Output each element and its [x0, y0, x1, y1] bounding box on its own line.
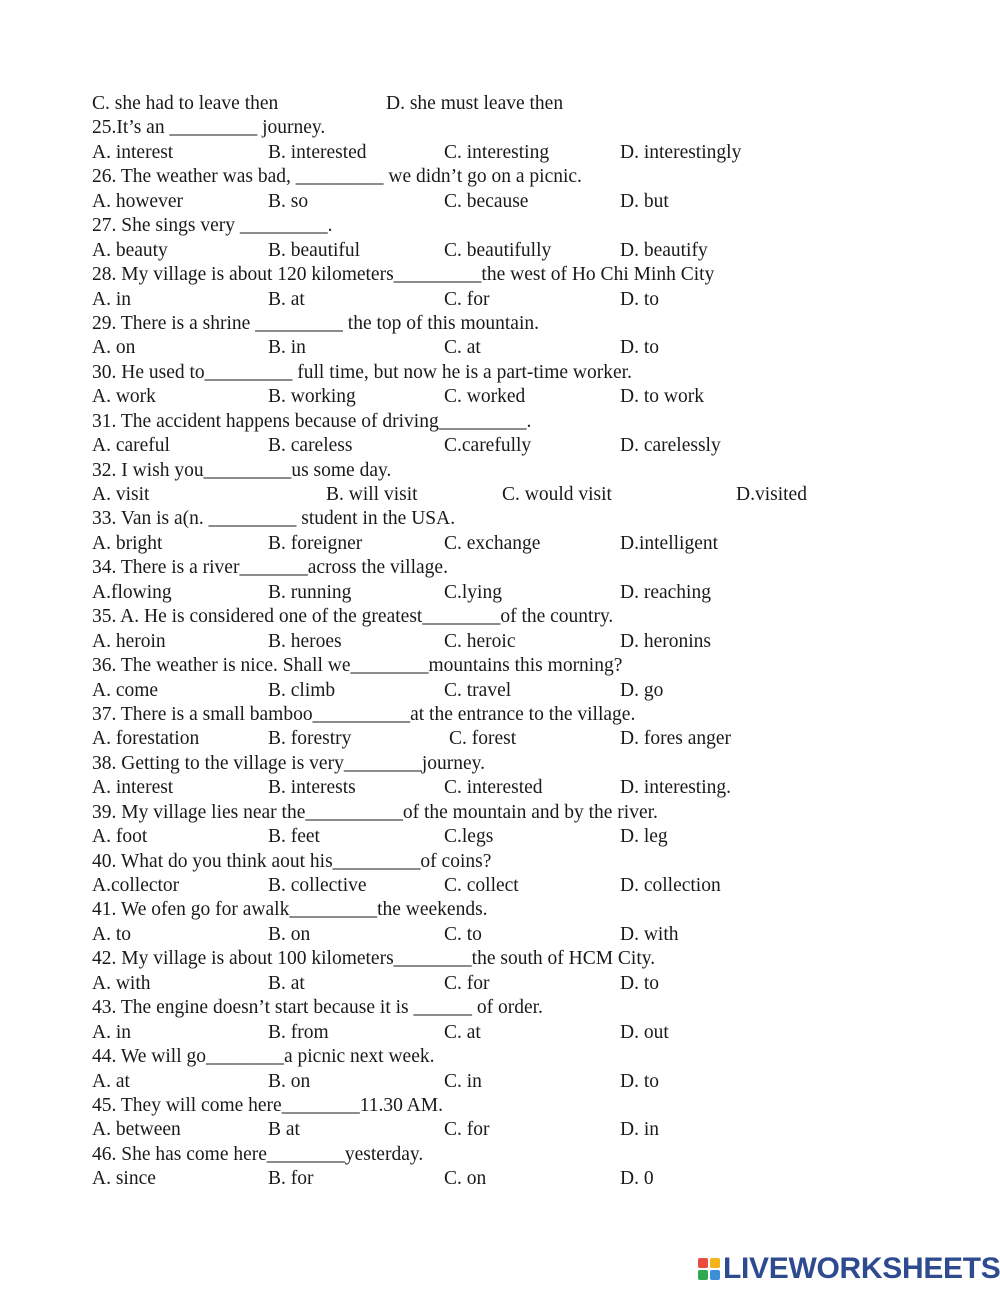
- answer-option-a: A. to: [92, 923, 131, 945]
- answer-option-c: C. interesting: [444, 141, 550, 163]
- question-row: [92, 361, 952, 385]
- options-row: [92, 825, 952, 849]
- answer-option-d: D. to: [620, 337, 659, 359]
- answer-option-a: A. however: [92, 190, 183, 212]
- options-row: [92, 679, 952, 703]
- answer-option-a: A. interest: [92, 141, 174, 163]
- answer-option-d: D. reaching: [620, 581, 711, 603]
- brand-name: LIVEWORKSHEETS: [723, 1252, 1000, 1285]
- question-text: 26. The weather was bad, _________ we didn’t go on a picnic.: [92, 166, 582, 188]
- answer-option-d: D. leg: [620, 826, 668, 848]
- answer-option-c: C. at: [444, 337, 481, 359]
- worksheet-content: [92, 92, 952, 1192]
- question-text: 46. She has come here________yesterday.: [92, 1143, 424, 1165]
- question-text: 43. The engine doesn’t start because it is ______ of order.: [92, 997, 543, 1019]
- question-text: 30. He used to_________ full time, but now he is a part-time worker.: [92, 361, 632, 383]
- answer-option-a: C. she had to leave then: [92, 93, 279, 114]
- answer-option-d: D. heronins: [620, 630, 711, 652]
- answer-option-d: D. go: [620, 679, 664, 701]
- options-row: [92, 1070, 952, 1094]
- answer-option-d: D. to: [620, 288, 659, 310]
- answer-option-d: D. collection: [620, 875, 721, 896]
- answer-option-d: D. in: [620, 1119, 659, 1141]
- answer-option-c: C. interested: [444, 777, 543, 799]
- question-row: [92, 459, 952, 483]
- answer-option-c: C.legs: [444, 826, 494, 848]
- question-row: [92, 116, 952, 140]
- answer-option-d: D. to: [620, 1070, 659, 1092]
- answer-option-c: C. exchange: [444, 532, 541, 554]
- answer-option-a: A. visit: [92, 484, 150, 505]
- answer-option-b: B. beautiful: [268, 239, 361, 261]
- answer-option-a: A. at: [92, 1070, 130, 1092]
- answer-option-c: C. worked: [444, 386, 526, 408]
- answer-option-d: D. but: [620, 190, 669, 212]
- answer-option-b: B. forestry: [268, 728, 352, 750]
- question-text: 34. There is a river_______across the village.: [92, 557, 448, 579]
- answer-option-c: C. collect: [444, 875, 519, 896]
- answer-option-a: A. between: [92, 1119, 181, 1141]
- answer-option-a: A. forestation: [92, 728, 200, 750]
- answer-option-a: A.flowing: [92, 581, 172, 603]
- options-row: [92, 581, 952, 605]
- options-row: [92, 630, 952, 654]
- question-row: [92, 947, 952, 971]
- options-row: [92, 385, 952, 409]
- answer-option-b: B at: [268, 1119, 300, 1141]
- answer-option-c: C. for: [444, 972, 490, 994]
- options-row: [92, 1021, 952, 1045]
- liveworksheets-brand[interactable]: [698, 1252, 1000, 1286]
- answer-option-c: C. at: [444, 1021, 481, 1043]
- question-text: 31. The accident happens because of driving_________.: [92, 410, 532, 432]
- logo-square-1: [698, 1258, 708, 1268]
- answer-option-a: A. in: [92, 1021, 131, 1043]
- answer-option-b: B. interests: [268, 777, 356, 799]
- question-text: 38. Getting to the village is very________journey.: [92, 752, 485, 774]
- question-text: 36. The weather is nice. Shall we________mountains this morning?: [92, 655, 623, 677]
- answer-option-b: D. she must leave then: [386, 93, 564, 114]
- question-text: 35. A. He is considered one of the greatest________of the country.: [92, 606, 614, 628]
- options-row: [92, 776, 952, 800]
- question-text: 40. What do you think aout his_________of coins?: [92, 850, 492, 872]
- answer-option-c: C. beautifully: [444, 239, 552, 261]
- answer-option-b: B. in: [268, 337, 306, 359]
- answer-option-c: C. travel: [444, 679, 512, 701]
- question-row: [92, 165, 952, 189]
- logo-square-2: [710, 1258, 720, 1268]
- answer-option-a: A. heroin: [92, 630, 166, 652]
- answer-option-b: B. heroes: [268, 630, 342, 652]
- options-row: [92, 141, 952, 165]
- answer-option-a: A. careful: [92, 435, 170, 457]
- question-row: [92, 312, 952, 336]
- answer-option-c: C. would visit: [502, 484, 612, 505]
- logo-square-4: [710, 1270, 720, 1280]
- answer-option-a: A. interest: [92, 777, 174, 799]
- answer-option-d: D. to: [620, 972, 659, 994]
- question-text: 32. I wish you_________us some day.: [92, 459, 392, 481]
- answer-option-b: B. working: [268, 386, 356, 408]
- options-row: [92, 727, 952, 751]
- options-row: [92, 483, 952, 507]
- answer-option-a: A. since: [92, 1168, 156, 1190]
- answer-option-a: A. on: [92, 337, 136, 359]
- answer-option-d: D. interestingly: [620, 141, 742, 163]
- answer-option-c: C. for: [444, 288, 490, 310]
- answer-option-d: D. with: [620, 923, 679, 945]
- answer-option-b: B. so: [268, 190, 309, 212]
- logo-square-3: [698, 1270, 708, 1280]
- options-row: [92, 923, 952, 947]
- answer-option-b: B. will visit: [326, 484, 418, 505]
- answer-option-d: D.intelligent: [620, 532, 719, 554]
- question-text: 42. My village is about 100 kilometers________the south of HCM City.: [92, 948, 656, 970]
- question-text: 37. There is a small bamboo__________at the entrance to the village.: [92, 703, 636, 725]
- answer-option-b: B. running: [268, 581, 352, 603]
- answer-option-b: B. foreigner: [268, 532, 363, 554]
- question-text: 44. We will go________a picnic next week.: [92, 1046, 435, 1068]
- question-text: 39. My village lies near the__________of the mountain and by the river.: [92, 801, 658, 823]
- answer-option-d: D. interesting.: [620, 777, 732, 799]
- options-row: [92, 1118, 952, 1142]
- answer-option-a: A. with: [92, 972, 151, 994]
- answer-option-b: B. from: [268, 1021, 329, 1043]
- question-text: 29. There is a shrine _________ the top of this mountain.: [92, 312, 539, 334]
- answer-option-d: D.visited: [736, 484, 807, 505]
- answer-option-b: B. on: [268, 1070, 311, 1092]
- question-row: [92, 654, 952, 678]
- answer-option-a: A. foot: [92, 826, 148, 848]
- answer-option-b: B. climb: [268, 679, 336, 701]
- answer-option-b: B. feet: [268, 826, 320, 848]
- answer-option-b: B. on: [268, 923, 311, 945]
- options-row: [92, 288, 952, 312]
- answer-option-c: C. on: [444, 1168, 487, 1190]
- answer-option-a: A. in: [92, 288, 131, 310]
- question-text: 28. My village is about 120 kilometers_________the west of Ho Chi Minh City: [92, 264, 715, 286]
- answer-option-d: D. out: [620, 1021, 669, 1043]
- question-row: [92, 605, 952, 629]
- options-row: [92, 190, 952, 214]
- answer-option-d: D. beautify: [620, 239, 708, 261]
- question-text: 27. She sings very _________.: [92, 215, 333, 237]
- question-text: 33. Van is a(n. _________ student in the USA.: [92, 508, 456, 530]
- answer-option-b: B. at: [268, 288, 305, 310]
- question-row: [92, 507, 952, 531]
- question-row: [92, 898, 952, 922]
- answer-option-d: D. to work: [620, 386, 704, 408]
- question-row: [92, 556, 952, 580]
- answer-option-a: A. beauty: [92, 239, 168, 261]
- answer-option-c: C. forest: [449, 728, 517, 750]
- answer-option-b: B. collective: [268, 875, 367, 896]
- answer-option-a: A. work: [92, 386, 156, 408]
- answer-option-a: A. come: [92, 679, 159, 701]
- options-row: [92, 336, 952, 360]
- answer-option-c: C.lying: [444, 581, 502, 603]
- answer-option-a: A.collector: [92, 875, 180, 896]
- answer-option-c: C. for: [444, 1119, 490, 1141]
- options-row: [92, 1167, 952, 1191]
- options-row: [92, 92, 952, 116]
- options-row: [92, 972, 952, 996]
- answer-option-c: C.carefully: [444, 435, 532, 457]
- answer-option-a: A. bright: [92, 532, 163, 554]
- answer-option-c: C. to: [444, 923, 482, 945]
- question-row: [92, 752, 952, 776]
- question-row: [92, 263, 952, 287]
- question-row: [92, 703, 952, 727]
- question-text: 25.It’s an _________ journey.: [92, 117, 326, 139]
- question-row: [92, 850, 952, 874]
- question-row: [92, 1094, 952, 1118]
- answer-option-b: B. for: [268, 1168, 314, 1190]
- question-row: [92, 1143, 952, 1167]
- options-row: [92, 239, 952, 263]
- answer-option-c: C. in: [444, 1070, 482, 1092]
- answer-option-d: D. 0: [620, 1168, 654, 1190]
- options-row: [92, 434, 952, 458]
- question-row: [92, 410, 952, 434]
- answer-option-b: B. interested: [268, 141, 367, 163]
- answer-option-b: B. at: [268, 972, 305, 994]
- answer-option-b: B. careless: [268, 435, 353, 457]
- question-text: 41. We ofen go for awalk_________the weekends.: [92, 899, 488, 921]
- question-row: [92, 996, 952, 1020]
- answer-option-c: C. because: [444, 190, 529, 212]
- liveworksheets-logo-icon: [698, 1258, 720, 1280]
- answer-option-d: D. fores anger: [620, 728, 731, 750]
- question-row: [92, 1045, 952, 1069]
- answer-option-c: C. heroic: [444, 630, 516, 652]
- options-row: [92, 874, 952, 898]
- question-row: [92, 214, 952, 238]
- question-text: 45. They will come here________11.30 AM.: [92, 1094, 443, 1116]
- question-row: [92, 801, 952, 825]
- options-row: [92, 532, 952, 556]
- answer-option-d: D. carelessly: [620, 435, 721, 457]
